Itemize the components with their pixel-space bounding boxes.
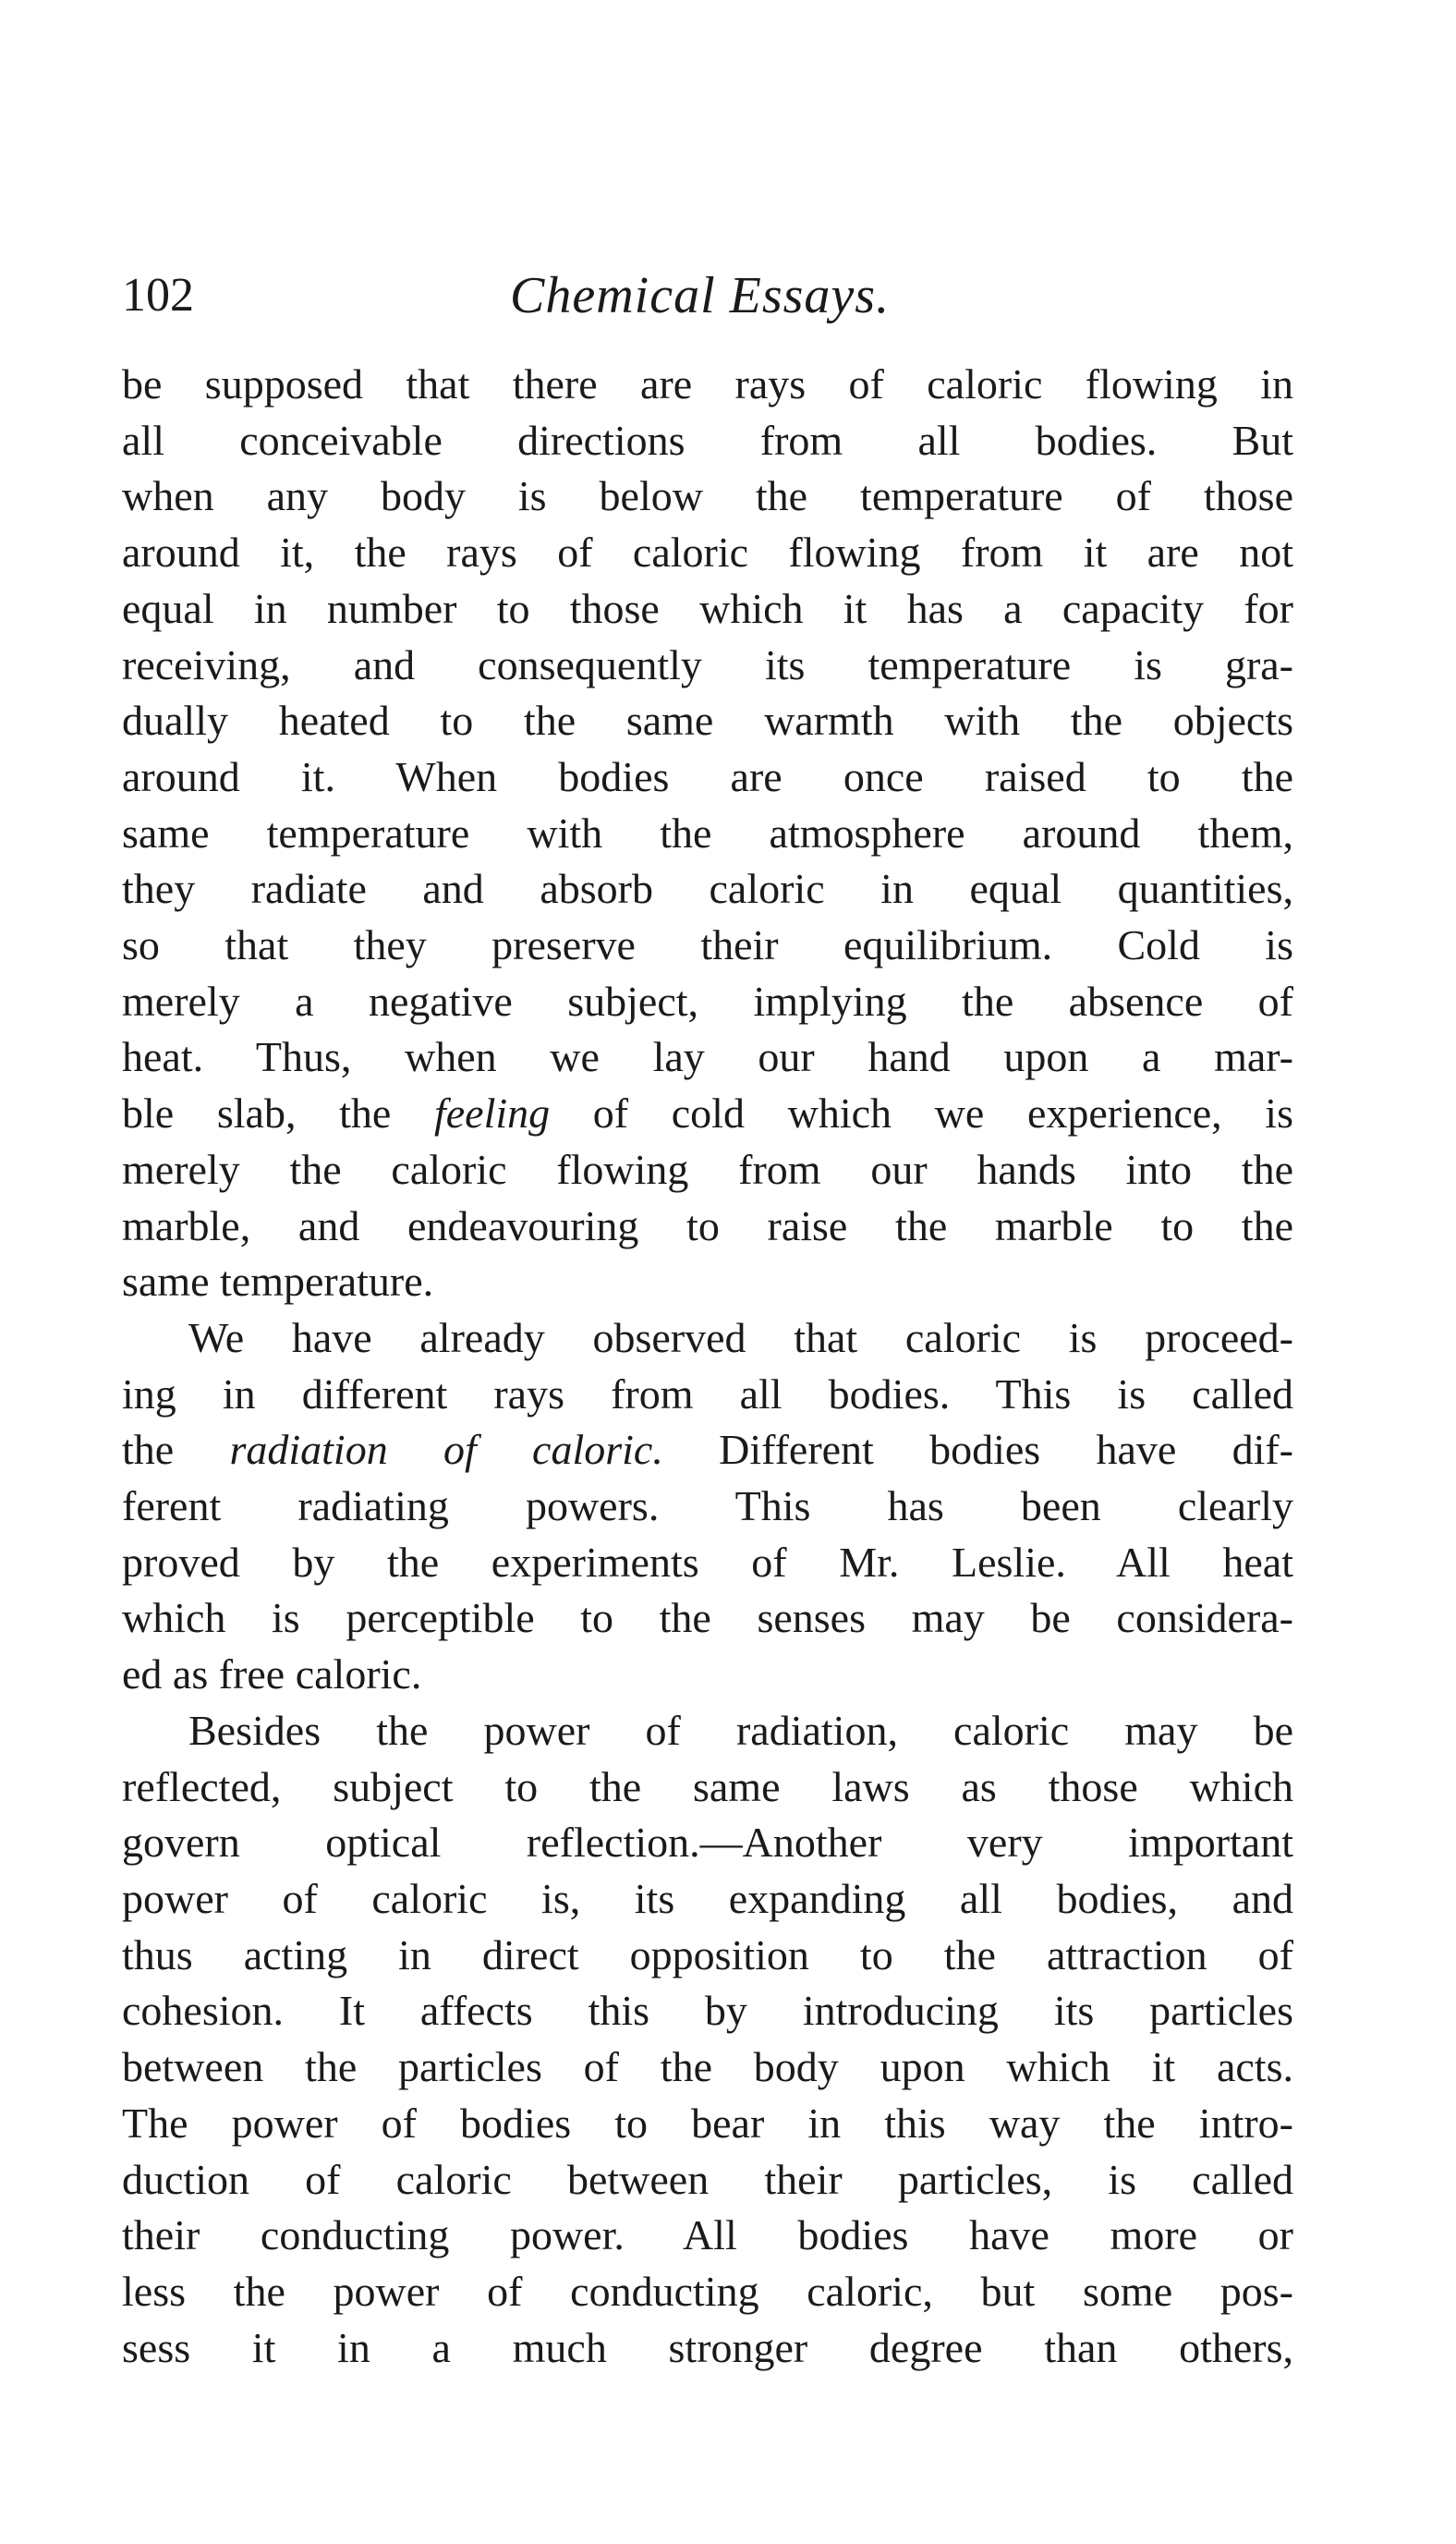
text-segment: ble slab, the xyxy=(122,1089,434,1138)
text-line: proved by the experiments of Mr. Leslie. All heat xyxy=(122,1538,1293,1586)
text-line: receiving, and consequently its temperature is gra- xyxy=(122,640,1293,688)
text-line: thus acting in direct opposition to the attraction of xyxy=(122,1930,1293,1978)
text-line: which is perceptible to the senses may be considera- xyxy=(122,1594,1293,1642)
text-line: their conducting power. All bodies have more or xyxy=(122,2211,1293,2259)
text-line: power of caloric is, its expanding all bodies, and xyxy=(122,1874,1293,1922)
running-title: Chemical Essays. xyxy=(510,267,891,324)
text-line: ing in different rays from all bodies. This is called xyxy=(122,1369,1293,1418)
text-line: reflected, subject to the same laws as those which xyxy=(122,1762,1293,1810)
text-line: be supposed that there are rays of caloric flowing in xyxy=(122,360,1293,408)
text-line: equal in number to those which it has a capacity for xyxy=(122,584,1293,632)
text-line-with-italic xyxy=(122,1086,1293,1142)
text-line: heat. Thus, when we lay our hand upon a mar- xyxy=(122,1033,1293,1081)
text-line: same temperature. xyxy=(122,1258,434,1306)
text-line: same temperature with the atmosphere around them, xyxy=(122,809,1293,857)
paragraph-2 xyxy=(122,1310,1293,1703)
text-line: less the power of conducting caloric, but some pos- xyxy=(122,2267,1293,2315)
text-segment: the xyxy=(122,1426,230,1474)
text-segment: Different bodies have dif- xyxy=(662,1426,1293,1474)
text-segment: of cold which we experience, is xyxy=(550,1089,1293,1138)
text-line: duction of caloric between their particles, is called xyxy=(122,2155,1293,2203)
text-line: cohesion. It affects this by introducing its particles xyxy=(122,1987,1293,2035)
text-line: The power of bodies to bear in this way the intro- xyxy=(122,2099,1293,2147)
text-line: We have already observed that caloric is proceed- xyxy=(188,1313,1293,1361)
text-line: so that they preserve their equilibrium. Cold is xyxy=(122,921,1293,969)
page-number: 102 xyxy=(122,269,194,322)
text-line: between the particles of the body upon which it acts. xyxy=(122,2043,1293,2091)
text-line: they radiate and absorb caloric in equal quantities, xyxy=(122,865,1293,913)
text-line: govern optical reflection.—Another very important xyxy=(122,1819,1293,1867)
paragraph-3 xyxy=(122,1703,1293,2376)
italic-word-feeling: feeling xyxy=(433,1089,551,1138)
text-line: all conceivable directions from all bodies. But xyxy=(122,416,1293,464)
text-line: dually heated to the same warmth with the objects xyxy=(122,697,1293,745)
text-line: merely a negative subject, implying the absence of xyxy=(122,977,1293,1025)
text-line: marble, and endeavouring to raise the marble to the xyxy=(122,1201,1293,1249)
text-line: Besides the power of radiation, caloric may be xyxy=(188,1706,1293,1754)
text-line-with-italic xyxy=(122,1422,1293,1479)
page-header xyxy=(122,268,1293,338)
text-line: when any body is below the temperature of those xyxy=(122,472,1293,520)
text-line: around it. When bodies are once raised to the xyxy=(122,752,1293,800)
book-page xyxy=(122,268,1293,2376)
text-line: merely the caloric flowing from our hands into the xyxy=(122,1145,1293,1193)
paragraph-1 xyxy=(122,357,1293,1310)
text-line: ed as free caloric. xyxy=(122,1650,422,1698)
text-line: around it, the rays of caloric flowing from it are not xyxy=(122,529,1293,577)
text-line: sess it in a much stronger degree than others, xyxy=(122,2323,1293,2371)
text-line: ferent radiating powers. This has been clearly xyxy=(122,1482,1293,1530)
italic-phrase-radiation: radiation of caloric. xyxy=(229,1426,663,1474)
